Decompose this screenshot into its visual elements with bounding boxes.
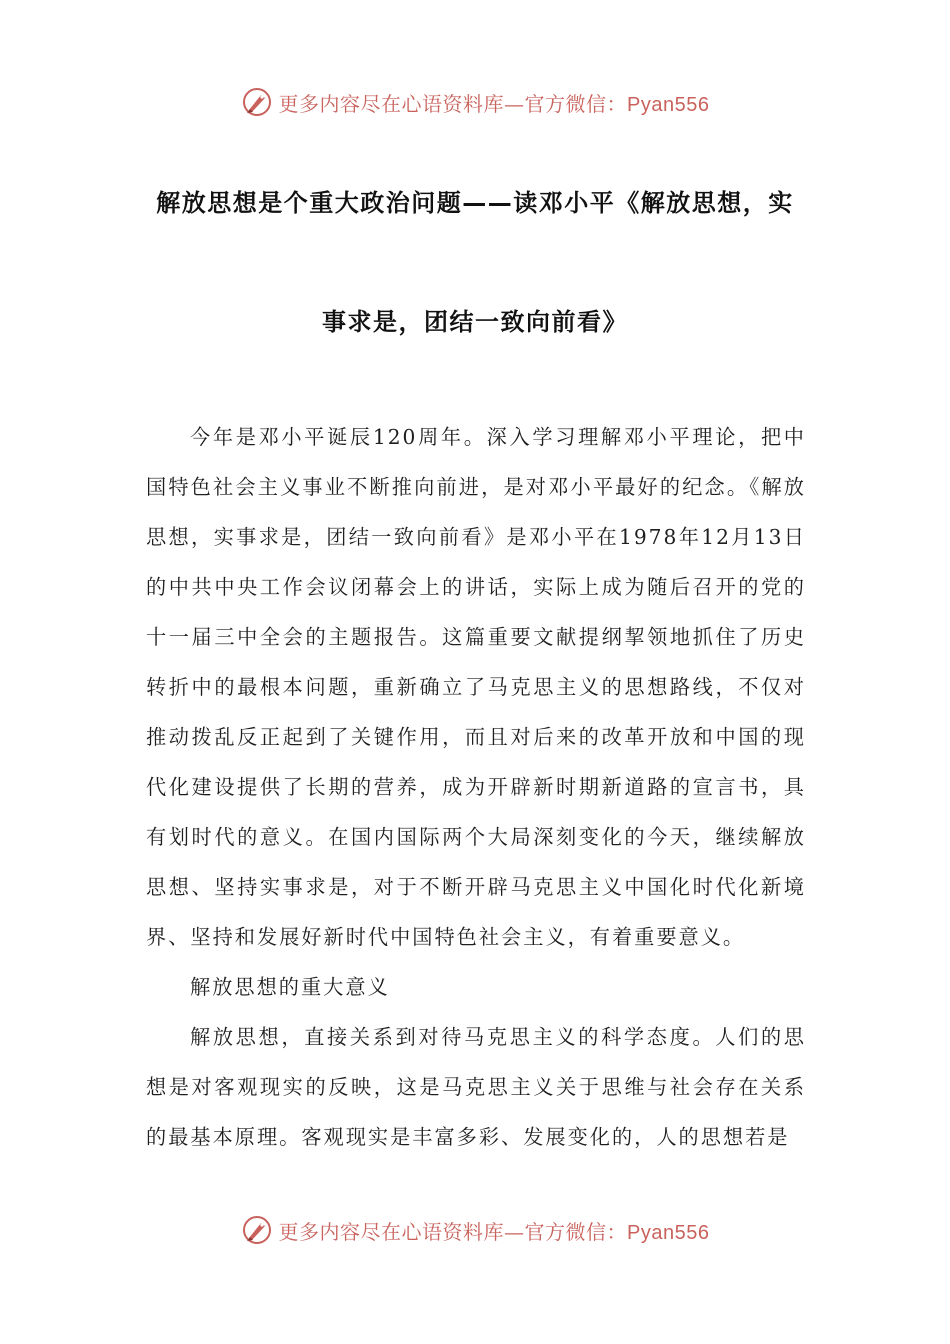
paragraph-intro: 今年是邓小平诞辰120周年。深入学习理解邓小平理论，把中国特色社会主义事业不断推向前进，是对邓小平最好的纪念。《解放思想，实事求是，团结一致向前看》是邓小平在1978年12月13日的中共中央工作会议闭幕会上的讲话，实际上成为随后召开的党的十一届三中全会的主题报告。这篇重要文献提纲挈领地抓住了历史转折中的最根本问题，重新确立了马克思主义的思想路线，不仅对推动拨乱反正起到了关键作用，而且对后来的改革开放和中国的现代化建设提供了长期的营养，成为开辟新时期新道路的宣言书，具有划时代的意义。在国内国际两个大局深刻变化的今天，继续解放思想、坚持实事求是，对于不断开辟马克思主义中国化时代化新境界、坚持和发展好新时代中国特色社会主义，有着重要意义。 xyxy=(146,425,806,949)
page-title-line-2: 事求是，团结一致向前看》 xyxy=(322,308,628,336)
article-body xyxy=(146,412,806,1162)
section-heading: 解放思想的重大意义 xyxy=(190,975,390,999)
banner-text: 更多内容尽在心语资料库—官方微信：Pyan556 xyxy=(278,1219,710,1244)
pen-nib-logo-icon xyxy=(241,1214,273,1246)
page-title-line-1: 解放思想是个重大政治问题——读邓小平《解放思想，实 xyxy=(156,189,794,217)
header-banner xyxy=(0,82,950,122)
banner-text: 更多内容尽在心语资料库—官方微信：Pyan556 xyxy=(278,91,710,116)
pen-nib-logo-icon xyxy=(241,86,273,118)
footer-banner xyxy=(0,1210,950,1250)
paragraph-section-1: 解放思想，直接关系到对待马克思主义的科学态度。人们的思想是对客观现实的反映，这是马克思主义关于思维与社会存在关系的最基本原理。客观现实是丰富多彩、发展变化的，人的思想若是 xyxy=(146,1025,806,1149)
